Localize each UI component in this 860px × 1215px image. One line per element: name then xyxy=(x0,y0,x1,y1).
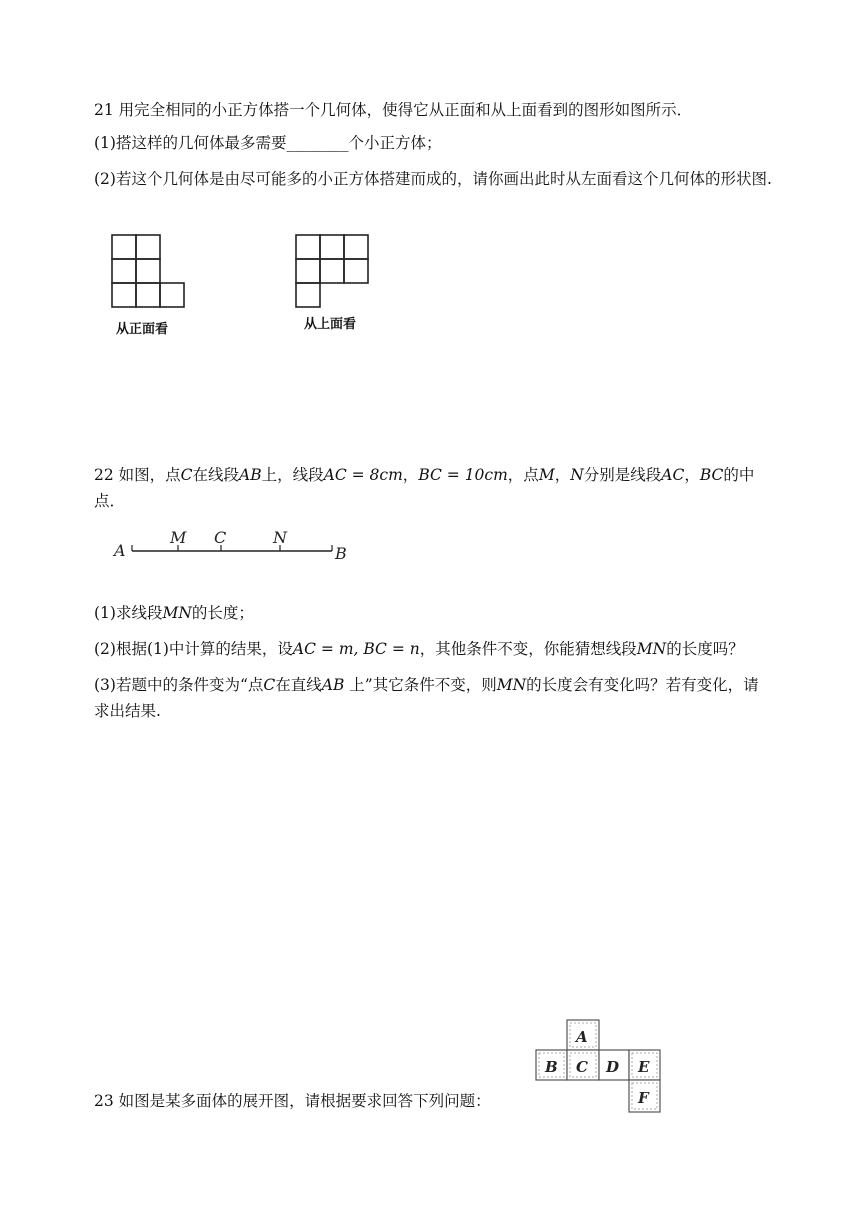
front-view-label: 从正面看 xyxy=(116,322,169,337)
point-label-A: A xyxy=(114,541,126,560)
segment-figure xyxy=(110,526,360,566)
text: (2)根据(1)中计算的结果，设 xyxy=(94,640,293,658)
net-label-D: D xyxy=(606,1058,620,1076)
text: 上”其它条件不变，则 xyxy=(344,676,497,694)
top-square xyxy=(296,235,320,259)
text: 分别是线段 xyxy=(583,466,662,484)
text: (3)若题中的条件变为“点 xyxy=(94,676,264,694)
q22-part1 xyxy=(94,600,774,626)
math-C: C xyxy=(263,676,276,694)
text: ，点 xyxy=(507,466,539,484)
math-MN: MN xyxy=(162,604,192,622)
math-M: M xyxy=(538,466,555,484)
front-view-figure xyxy=(110,233,190,313)
text: ， xyxy=(554,466,571,484)
net-label-A: A xyxy=(576,1028,588,1046)
math-C: C xyxy=(180,466,193,484)
front-square xyxy=(112,259,136,283)
point-label-B: B xyxy=(335,544,347,563)
polyhedron-net-figure xyxy=(534,1018,664,1118)
top-view-figure xyxy=(294,233,374,313)
point-label-N: N xyxy=(273,528,287,547)
math-MN: MN xyxy=(496,676,527,694)
q22-stem xyxy=(94,462,774,514)
front-square xyxy=(136,283,160,307)
front-square xyxy=(112,235,136,259)
front-square xyxy=(136,235,160,259)
front-square xyxy=(160,283,184,307)
front-square xyxy=(136,259,160,283)
point-label-C: C xyxy=(214,528,227,547)
text: 的长度； xyxy=(191,604,254,622)
top-view-label: 从上面看 xyxy=(304,317,357,332)
top-square xyxy=(320,235,344,259)
text: 的中点． xyxy=(94,466,755,510)
net-label-B: B xyxy=(545,1058,558,1076)
math-AB: AB xyxy=(321,676,345,694)
math-BC-eq: BC = 10cm xyxy=(418,466,508,484)
q21-answer-blank: ________ xyxy=(286,134,349,152)
math-AB: AB xyxy=(239,466,262,484)
text: ， xyxy=(402,466,419,484)
q21-part2: (2)若这个几何体是由尽可能多的小正方体搭建而成的，请你画出此时从左面看这个几何体的形状图. xyxy=(94,170,772,188)
net-label-F: F xyxy=(638,1089,649,1107)
math-AC: AC xyxy=(661,466,685,484)
text: 在线段 xyxy=(192,466,240,484)
math-AC-m-BC-n: AC = m, BC = n xyxy=(292,640,420,658)
q21-stem: 21 用完全相同的小正方体搭一个几何体，使得它从正面和从上面看到的图形如图所示． xyxy=(94,101,693,119)
text: (1)求线段 xyxy=(94,604,163,622)
text: 上，线段 xyxy=(261,466,324,484)
math-BC: BC xyxy=(699,466,724,484)
text: 在直线 xyxy=(275,676,322,694)
top-square xyxy=(344,235,368,259)
top-square xyxy=(296,283,320,307)
top-square xyxy=(344,259,368,283)
top-square xyxy=(320,259,344,283)
math-MN: MN xyxy=(636,640,667,658)
q21-part1 xyxy=(94,130,774,156)
point-label-M: M xyxy=(170,528,187,547)
q21-part1-post: 个小正方体； xyxy=(348,134,442,152)
math-N: N xyxy=(570,466,584,484)
front-square xyxy=(112,283,136,307)
q21-part1-pre: (1)搭这样的几何体最多需要 xyxy=(94,134,287,152)
net-label-C: C xyxy=(576,1058,588,1076)
math-AC-eq: AC = 8cm xyxy=(323,466,403,484)
q23-stem: 23 如图是某多面体的展开图，请根据要求回答下列问题： xyxy=(94,1092,491,1110)
text: 的长度会有变化吗？若有变化，请求出结果. xyxy=(94,676,759,720)
net-label-E: E xyxy=(638,1058,650,1076)
q22-part2 xyxy=(94,636,774,662)
text: ， xyxy=(684,466,700,484)
text: 的长度吗？ xyxy=(666,640,744,658)
text: 22 如图，点 xyxy=(94,466,181,484)
text: ，其他条件不变，你能猜想线段 xyxy=(419,640,637,658)
q22-part3 xyxy=(94,672,774,724)
top-square xyxy=(296,259,320,283)
